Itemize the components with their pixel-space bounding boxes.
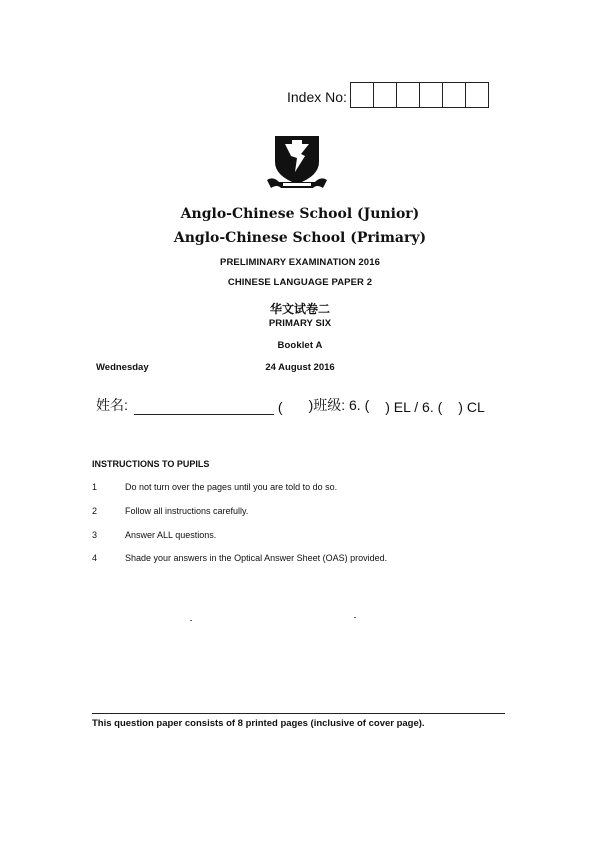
instruction-item [92, 530, 216, 540]
name-field[interactable] [134, 400, 274, 415]
instruction-text: Do not turn over the pages until you are told to do so. [125, 482, 338, 492]
instruction-item [92, 482, 337, 492]
instruction-text: Shade your answers in the Optical Answer Sheet (OAS) provided. [125, 553, 388, 563]
instruction-number: 2 [92, 506, 98, 516]
page-count-note: This question paper consists of 8 printed pages (inclusive of cover page). [92, 718, 425, 729]
class-label: )班级: 6. ( [308, 397, 370, 413]
el-label: ) EL / 6. ( [385, 399, 443, 415]
paper-title: CHINESE LANGUAGE PAPER 2 [227, 277, 373, 288]
school-crest-icon [265, 132, 329, 192]
index-label: Index No: [287, 89, 347, 105]
booklet: Booklet A [277, 340, 323, 351]
index-number-boxes[interactable] [351, 82, 489, 108]
instruction-number: 3 [92, 530, 98, 540]
student-details-row [96, 395, 485, 415]
instruction-text: Answer ALL questions. [125, 530, 217, 540]
instruction-number: 1 [92, 482, 98, 492]
footer-divider [92, 713, 505, 714]
index-box[interactable] [350, 82, 374, 108]
scan-speck [354, 617, 356, 618]
instruction-item [92, 506, 248, 516]
index-box[interactable] [419, 82, 443, 108]
name-label: 姓名: [96, 397, 128, 413]
paper-title-chinese: 华文试卷二 [269, 302, 330, 316]
level: PRIMARY SIX [268, 318, 332, 329]
school-name-junior: Anglo-Chinese School (Junior) [180, 206, 420, 222]
exam-date: 24 August 2016 [265, 362, 335, 373]
index-box[interactable] [396, 82, 420, 108]
instruction-number: 4 [92, 553, 98, 563]
index-box[interactable] [442, 82, 466, 108]
cl-label: ) CL [458, 399, 485, 415]
index-box[interactable] [465, 82, 489, 108]
school-name-primary: Anglo-Chinese School (Primary) [173, 230, 427, 246]
exam-day: Wednesday [96, 362, 149, 373]
exam-title: PRELIMINARY EXAMINATION 2016 [220, 257, 380, 268]
instruction-text: Follow all instructions carefully. [125, 506, 249, 516]
index-box[interactable] [373, 82, 397, 108]
instruction-item [92, 553, 387, 563]
scan-speck [190, 620, 192, 621]
register-open-paren: ( [277, 399, 283, 415]
instructions-heading: INSTRUCTIONS TO PUPILS [92, 459, 210, 469]
